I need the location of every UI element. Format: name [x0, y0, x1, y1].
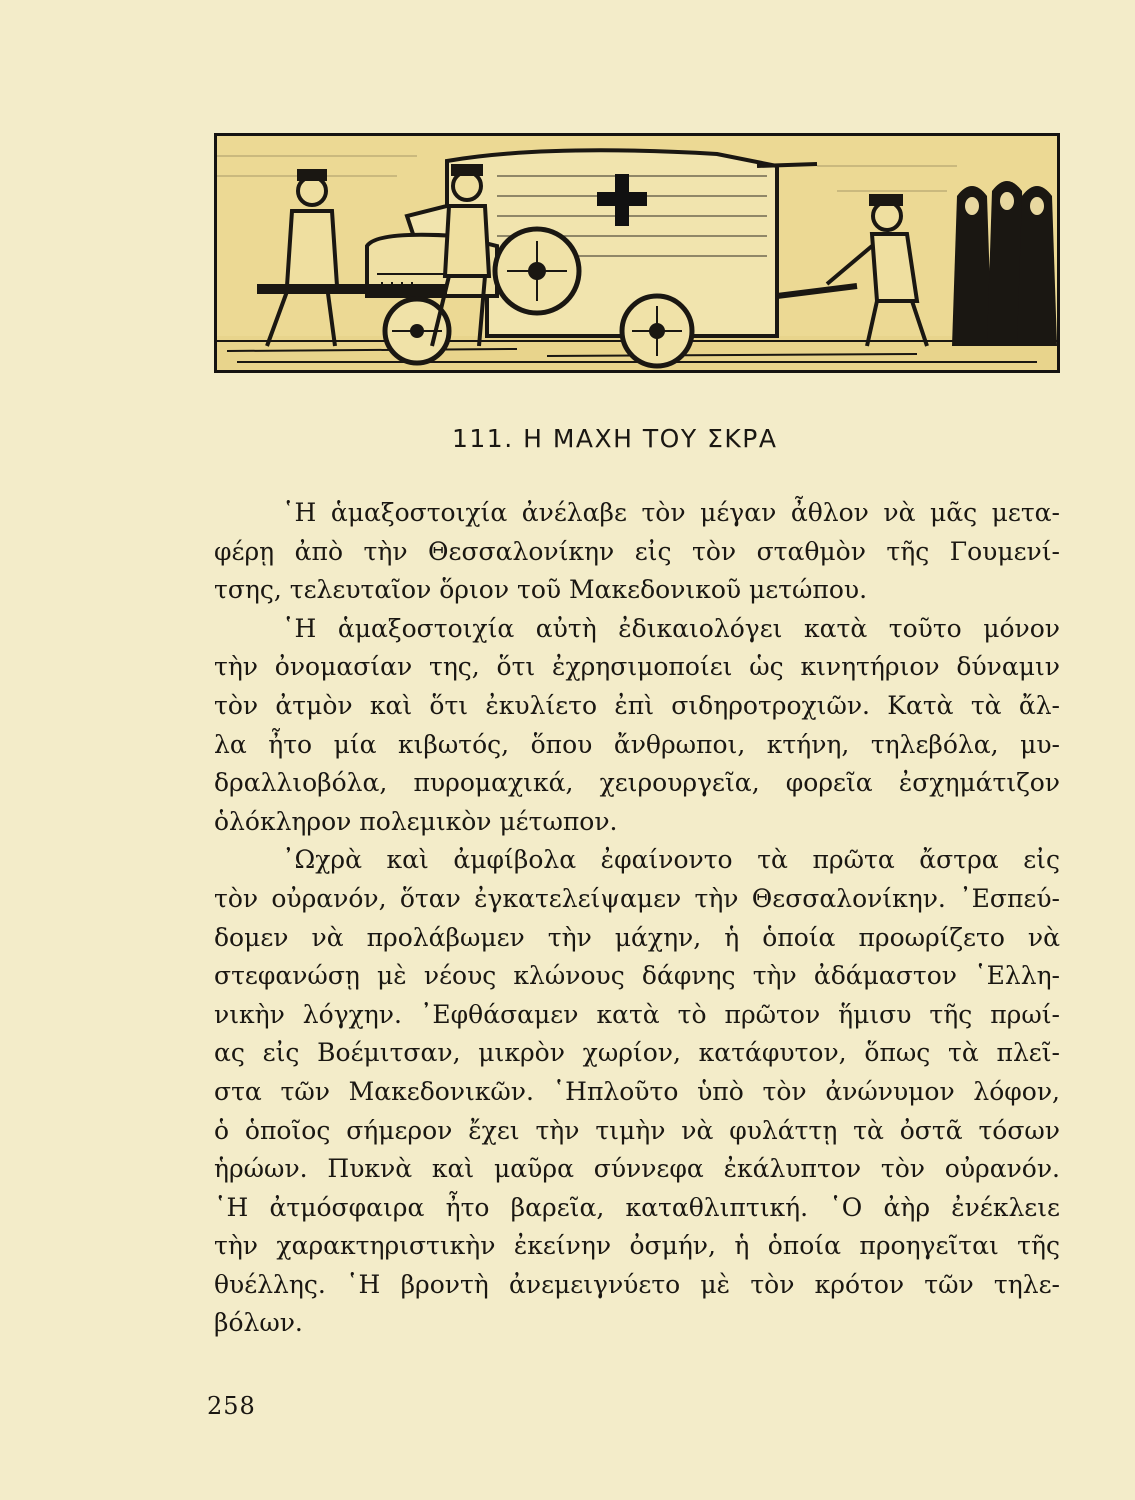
- text-line: ας εἰς Βοέμιτσαν, μικρὸν χωρίον, κατάφυτον, ὅπως τὰ πλεῖ-: [214, 1038, 1060, 1068]
- text-line: βόλων.: [214, 1308, 303, 1338]
- chapter-body-text: [214, 494, 1060, 1343]
- text-line: τσης, τελευταῖον ὅριον τοῦ Μακεδονικοῦ μετώπου.: [214, 575, 868, 605]
- text-line: φέρῃ ἀπὸ τὴν Θεσσαλονίκην εἰς τὸν σταθμὸν τῆς Γουμενί-: [214, 536, 1060, 566]
- text-line: τὴν χαρακτηριστικὴν ἐκείνην ὀσμήν, ἡ ὁποία προηγεῖται τῆς: [214, 1231, 1060, 1261]
- text-line: τὸν ἀτμὸν καὶ ὅτι ἐκυλίετο ἐπὶ σιδηροτροχιῶν. Κατὰ τὰ ἄλ-: [214, 690, 1060, 720]
- text-line: λα ἦτο μία κιβωτός, ὅπου ἄνθρωποι, κτήνη, τηλεβόλα, μυ-: [214, 729, 1060, 759]
- chapter-title: 111. Η ΜΑΧΗ ΤΟΥ ΣΚΡΑ: [452, 424, 778, 453]
- page-number: 258: [207, 1392, 256, 1420]
- text-line: στα τῶν Μακεδονικῶν. ῾Ηπλοῦτο ὑπὸ τὸν ἀνώνυμον λόφον,: [214, 1076, 1060, 1106]
- ambulance-scene-image: [217, 136, 1057, 370]
- text-line: τὴν ὀνομασίαν της, ὅτι ἐχρησιμοποίει ὡς κινητήριον δύναμιν: [214, 652, 1060, 682]
- text-line: θυέλλης. ῾Η βροντὴ ἀνεμειγνύετο μὲ τὸν κρότον τῶν τηλε-: [214, 1269, 1060, 1299]
- text-line: ῾Η ἀτμόσφαιρα ἦτο βαρεῖα, καταθλιπτική. ῾Ο ἀὴρ ἐνέκλειε: [214, 1192, 1060, 1222]
- text-line: ὁλόκληρον πολεμικὸν μέτωπον.: [214, 806, 618, 836]
- text-line: ᾿Ωχρὰ καὶ ἀμφίβολα ἐφαίνοντο τὰ πρῶτα ἄστρα εἰς: [282, 845, 1060, 875]
- text-line: δομεν νὰ προλάβωμεν τὴν μάχην, ἡ ὁποία προωρίζετο νὰ: [214, 922, 1060, 952]
- text-line: στεφανώσῃ μὲ νέους κλώνους δάφνης τὴν ἀδάμαστον ῾Ελλη-: [214, 961, 1060, 991]
- text-line: νικὴν λόγχην. ᾿Εφθάσαμεν κατὰ τὸ πρῶτον ἥμισυ τῆς πρωί-: [214, 999, 1060, 1029]
- text-line: ῾Η ἁμαξοστοιχία αὐτὴ ἐδικαιολόγει κατὰ τοῦτο μόνον: [282, 613, 1060, 643]
- text-line: δραλλιοβόλα, πυρομαχικά, χειρουργεῖα, φορεῖα ἐσχημάτιζον: [214, 768, 1060, 798]
- text-line: ὁ ὁποῖος σήμερον ἔχει τὴν τιμὴν νὰ φυλάττῃ τὰ ὀστᾶ τόσων: [214, 1115, 1060, 1145]
- text-line: ῾Η ἁμαξοστοιχία ἀνέλαβε τὸν μέγαν ἆθλον νὰ μᾶς μετα-: [282, 498, 1060, 527]
- text-line: τὸν οὐρανόν, ὅταν ἐγκατελείψαμεν τὴν Θεσσαλονίκην. ᾿Εσπεύ-: [214, 883, 1060, 913]
- text-line: ἡρώων. Πυκνὰ καὶ μαῦρα σύννεφα ἐκάλυπτον τὸν οὐρανόν.: [214, 1154, 1060, 1184]
- ambulance-woodcut-illustration: [214, 133, 1060, 373]
